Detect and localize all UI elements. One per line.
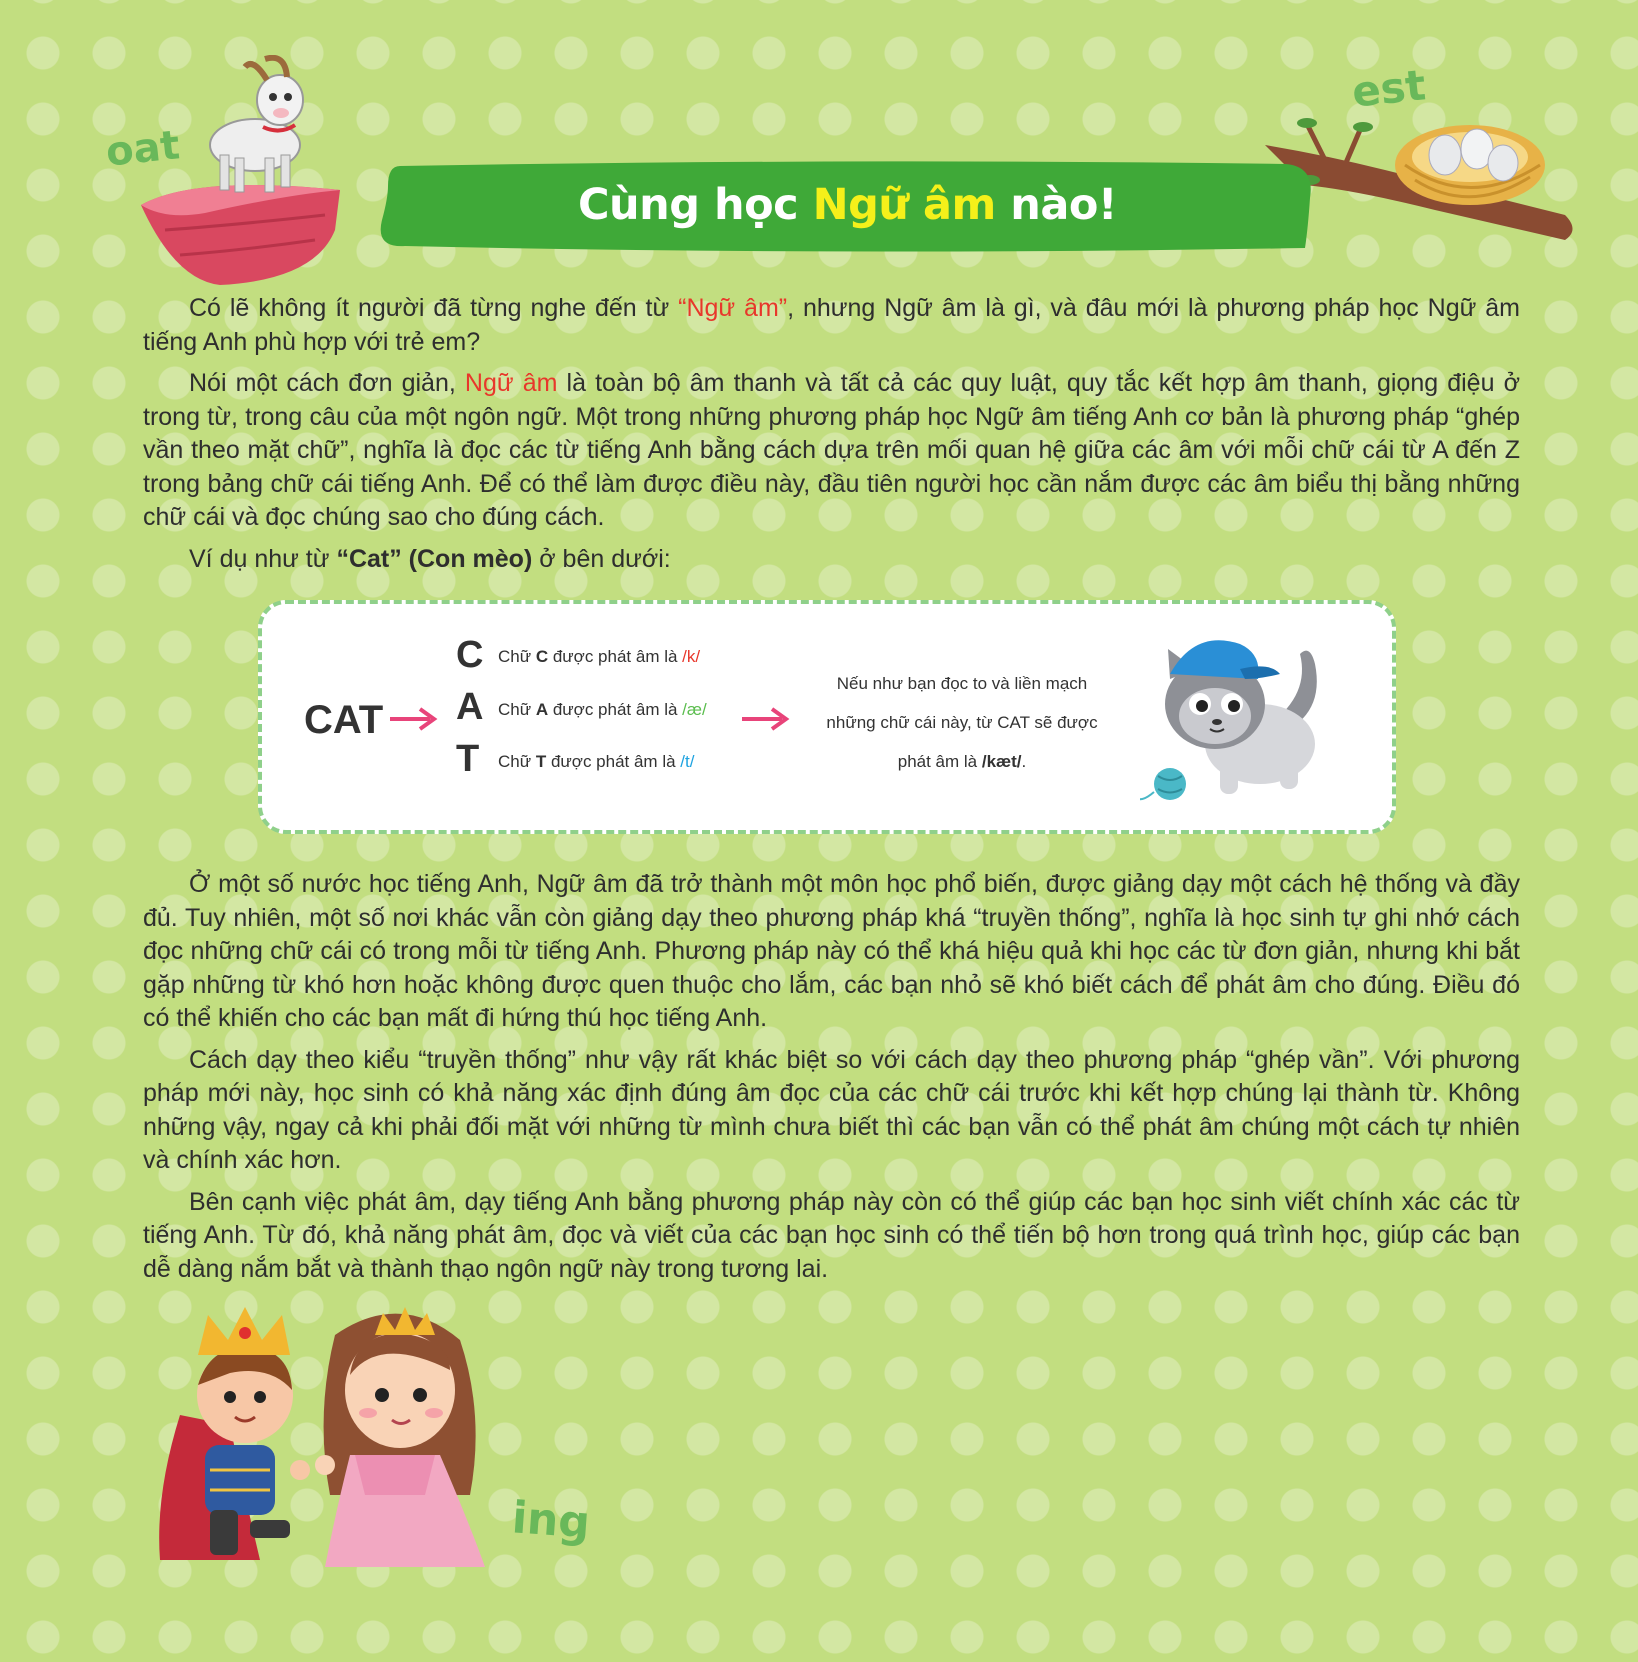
rule-letter: A [535, 700, 549, 719]
paragraph [143, 543, 1520, 577]
title-banner [380, 158, 1315, 253]
phoneme: /k/ [682, 647, 701, 666]
rule-text: Chữ [498, 700, 536, 719]
body-text [143, 868, 1520, 1294]
page-title [380, 180, 1315, 230]
text-span: Ví dụ như từ [189, 544, 337, 573]
rule-text: được phát âm là [548, 647, 683, 666]
rule-letter: T [535, 752, 547, 771]
result-line: Nếu như bạn đọc to và liền mạch [836, 674, 1088, 693]
phoneme: /æ/ [682, 700, 707, 719]
result-text-span: . [1021, 752, 1027, 771]
letter-t-rule [498, 752, 694, 772]
paragraph [143, 292, 1520, 359]
letter-c: C [456, 634, 484, 676]
text-span: Có lẽ không ít người đã từng nghe đến từ [189, 294, 679, 322]
text-span: là toàn bộ âm thanh và tất cả các quy luật, quy tắc kết hợp âm thanh, giọng điệu ở trong từ, trong câu của một ngôn ngữ. Một trong những phương pháp học Ngữ âm tiếng Anh cơ bản là phương pháp “ghép vần theo mặt chữ”, nghĩa là đọc các từ tiếng Anh bằng cách dựa trên mối quan hệ giữa các âm với mỗi chữ cái từ A đến Z trong bảng chữ cái tiếng Anh. Để có thể làm được điều này, đầu tiên người học cần nắm được các âm biểu thị bằng những chữ cái và đọc chúng sao cho đúng cách. [143, 369, 1520, 531]
text-span: Nói một cách đơn giản, [189, 369, 465, 397]
oat-word: oat [103, 122, 182, 176]
letter-a-rule [498, 700, 707, 720]
rule-text: được phát âm là [548, 700, 683, 719]
example-word: CAT [304, 698, 384, 742]
ing-word: ing [510, 1492, 592, 1549]
paragraph: Ở một số nước học tiếng Anh, Ngữ âm đã trở thành một môn học phổ biến, được giảng dạy một cách hệ thống và đầy đủ. Tuy nhiên, một số nơi khác vẫn còn giảng dạy theo phương pháp khá “truyền thống”, nghĩa là học sinh tự ghi nhớ cách đọc những chữ cái có trong mỗi từ tiếng Anh. Phương pháp này có thể khá hiệu quả khi học các từ đơn giản, nhưng khi bắt gặp những từ khó hơn hoặc không được quen thuộc cho lắm, các bạn nhỏ sẽ khó biết cách để phát âm cho đúng. Điều đó có thể khiến cho các bạn mất đi hứng thú học tiếng Anh. [143, 870, 1520, 1032]
title-suffix: nào! [995, 180, 1118, 230]
highlight-text: “Ngữ âm” [678, 294, 788, 322]
title-prefix: Cùng học [577, 180, 813, 230]
rule-text: được phát âm là [546, 752, 681, 771]
title-highlight: Ngữ âm [812, 180, 996, 230]
paragraph: Cách dạy theo kiểu “truyền thống” như vậy rất khác biệt so với cách dạy theo phương pháp “ghép vần”. Với phương pháp mới này, học sinh có khả năng xác định đúng âm đọc của các chữ cái trước khi kết hợp chúng lại thành từ. Không những vậy, ngay cả khi phải đối mặt với những từ mình chưa biết thì các bạn vẫn có thể phát âm chúng một cách tự nhiên và chính xác hơn. [143, 1045, 1520, 1174]
paragraph: Bên cạnh việc phát âm, dạy tiếng Anh bằng phương pháp này còn có thể giúp các bạn học sinh viết chính xác các từ tiếng Anh. Từ đó, khả năng phát âm, đọc và viết của các bạn học sinh có thể tiến bộ hơn trong quá trình học, giúp các bạn dễ dàng nắm bắt và thành thạo ngôn ngữ này trong tương lai. [143, 1187, 1520, 1283]
rule-letter: C [535, 647, 549, 666]
intro-text [143, 292, 1520, 584]
paragraph [143, 367, 1520, 535]
rule-text: Chữ [498, 647, 536, 666]
arrow-right-icon [740, 704, 790, 734]
phoneme: /t/ [680, 752, 695, 771]
rule-text: Chữ [498, 752, 536, 771]
result-text [822, 664, 1102, 781]
bold-text: “Cat” (Con mèo) [336, 544, 533, 573]
cat-illustration [1140, 624, 1340, 814]
goat-in-boat-illustration [135, 55, 355, 290]
prince-princess-illustration [150, 1295, 510, 1570]
result-ipa: /kæt/ [981, 752, 1022, 771]
letter-t: T [456, 738, 480, 780]
text-span: , nhưng Ngữ âm là gì, và đâu mới là phương pháp học Ngữ âm tiếng Anh phù hợp với trẻ em? [143, 294, 1520, 356]
arrow-right-icon [388, 704, 438, 734]
highlight-text: Ngữ âm [464, 369, 558, 397]
letter-a: A [456, 686, 484, 728]
result-text-span: phát âm là [897, 752, 982, 771]
cat-example-card [258, 600, 1396, 834]
est-word: est [1349, 60, 1428, 117]
text-span: ở bên dưới: [532, 544, 671, 573]
result-line: những chữ cái này, từ CAT sẽ được [826, 713, 1098, 732]
result-line [822, 742, 1102, 781]
letter-c-rule [498, 647, 700, 667]
